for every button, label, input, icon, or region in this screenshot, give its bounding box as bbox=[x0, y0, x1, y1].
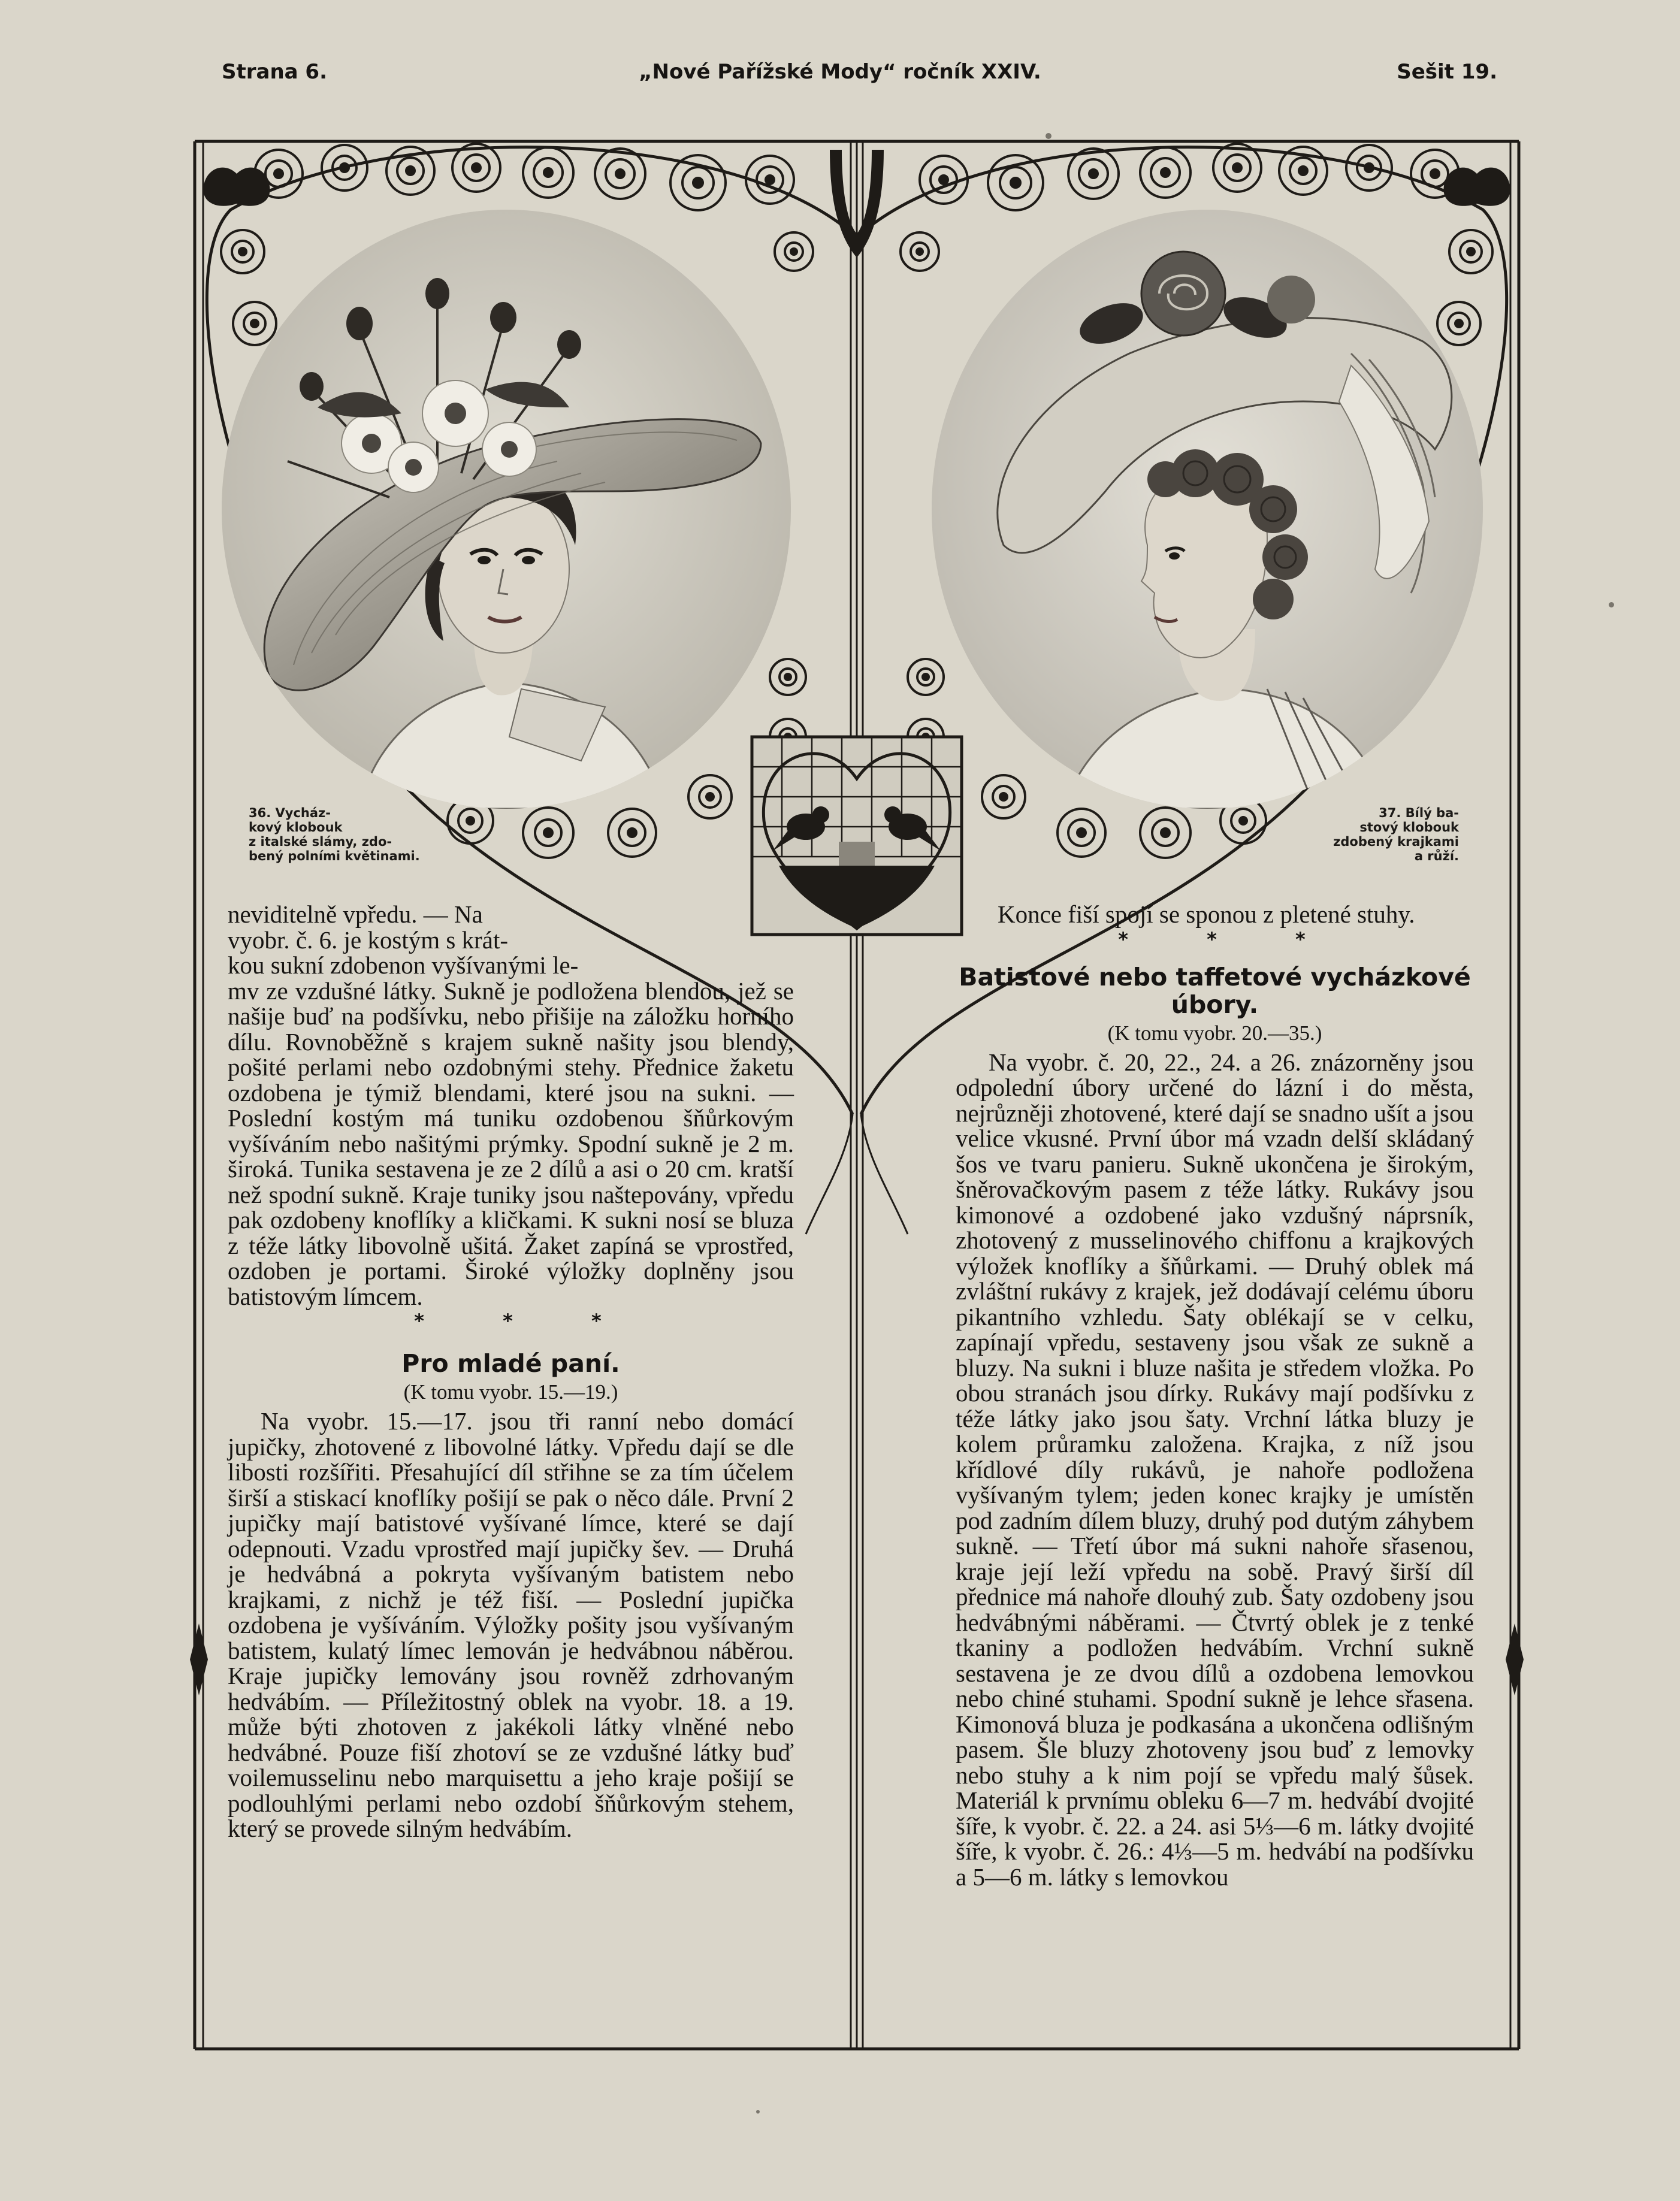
intro-paragraph: mv ze vzdušné látky. Sukně je podložena blendou, jež se našije buď na podšívku, nebo přišije na záložku horního dílu. Rovnoběžně s krajem sukně našity jsou blendy, pošité perlami nebo ozdobnými stehy. Přednice žaketu ozdobena je týmiž blendami, které jsou na sukni. — Poslední kostým má tuniku ozdobenou šňůrkovým vyšíváním nebo našitými prýmky. Spodní sukně je 2 m. široká. Tunika sestavena je ze 2 dílů a asi o 20 cm. kratší než spodní sukně. Kraje tuniky jsou naštepovány, vpředu pak ozdobeny knoflíky a kličkami. K sukni nosí se bluza z téže látky libovolně ušitá. Žaket zapíná se vprostřed, ozdoben je portami. Široké výložky doplněny jsou batistovým límcem. bbox=[228, 976, 794, 1310]
section-divider-stars: * * * bbox=[1118, 927, 1341, 951]
issue-number: Sešit 19. bbox=[1397, 60, 1497, 84]
magazine-title: „Nové Pařížské Mody“ ročník XXIV. bbox=[639, 60, 1041, 84]
woman-flower-hat-illustration bbox=[222, 210, 791, 809]
intro-paragraph: Konce fiší spojí se sponou z pletené stuhy. bbox=[998, 900, 1415, 928]
intro-line: vyobr. č. 6. je kostým s krát- bbox=[228, 926, 509, 954]
section-heading: Pro mladé paní. bbox=[401, 1349, 620, 1378]
figure-reference: (K tomu vyobr. 15.—19.) bbox=[403, 1380, 618, 1404]
scan-speck bbox=[756, 2110, 760, 2114]
portrait-left bbox=[222, 210, 791, 809]
scan-speck bbox=[1046, 133, 1051, 139]
woman-lace-hat-illustration bbox=[932, 210, 1483, 809]
caption-figure-37: 37. Bílý ba- stový klobouk zdobený krajkami a růží. bbox=[1333, 806, 1459, 863]
section-heading: Batistové nebo taffetové vycházkové úbory. bbox=[959, 962, 1471, 1019]
page-number: Strana 6. bbox=[222, 60, 328, 84]
running-header bbox=[0, 60, 1680, 96]
scan-speck bbox=[1609, 602, 1614, 607]
right-text-column bbox=[956, 902, 1474, 1889]
body-paragraph: Na vyobr. č. 20, 22., 24. a 26. znázorněny jsou odpolední úbory určené do lázní i do města, nejrůzněji zhotovené, které dají se snadno ušít a jsou velice vkusné. První úbor má vzadn delší skládaný šos ve tvaru panieru. Sukně ukončena je širokým, šněrovačkovým pasem z téže látky. Rukávy jsou kimonové a ozdobené jako vzdušný náprsník, zhotovený z musselinového chiffonu a krajkových výložek knoflíky a šňůrkami. — Druhý oblek má zvláštní rukávy z krajek, jež dodávají celému úboru pikantního vzhledu. Šaty oblékají se v celku, zapínají vpředu, sestaveny jsou však ze sukně a bluzy. Na sukni i bluze našita je středem vložka. Po obou stranách jsou dírky. Rukávy mají podšívku z téže látky jako jsou šaty. Vrchní látka bluzy je kolem průramku založena. Krajka, z níž jsou křídlové díly rukávů, je nahoře podložena vyšívaným tylem; jeden konec krajky je umístěn pod zadním dílem bluzy, druhý pod dutým záhybem sukně. — Třetí úbor má sukni nahoře sřasenou, kraje její leží vpředu na sobě. Pravý širší díl přednice má nahoře dlouhý zub. Šaty ozdobeny jsou hedvábnými náběrami. — Čtvrtý oblek je z tenké tkaniny a podložen hedvábím. Vrchní sukně sestavena je ze dvou dílů a ozdobena lemovkou nebo chiné stuhami. Spodní sukně je lehce sřasena. Kimonová bluza je podkasána a ukončena odlišným pasem. Šle bluzy zhotoveny jsou buď z lemovky nebo stuhy a k nim pojí se vpředu malý šůsek. Materiál k prvnímu obleku 6—7 m. hedvábí dvojité šíře, k vyobr. č. 22. a 24. asi 5⅓—6 m. látky dvojité šíře, k vyobr. č. 26.: 4⅓—5 m. hedvábí na podšívku a 5—6 m. látky s lemovkou bbox=[956, 1048, 1474, 1891]
figure-reference: (K tomu vyobr. 20.—35.) bbox=[1107, 1021, 1322, 1045]
intro-line: kou sukní zdobenon vyšívanými le- bbox=[228, 951, 579, 979]
portrait-right bbox=[932, 210, 1483, 809]
intro-line: neviditelně vpředu. — Na bbox=[228, 900, 483, 928]
left-text-column bbox=[228, 902, 794, 1842]
section-divider-stars: * * * bbox=[414, 1310, 637, 1332]
caption-figure-36: 36. Vycház- kový klobouk z italské slámy, zdo- bený polními květinami. bbox=[249, 806, 420, 863]
body-paragraph: Na vyobr. 15.—17. jsou tři ranní nebo domácí jupičky, zhotovené z libovolné látky. Vpředu dají se dle libosti rozšířiti. Přesahující díl střihne se za tím účelem širší a stiskací knoflíky pošijí se pak o něco dále. První 2 jupičky mají batistové vyšívané límce, které se dají odepnouti. Vzadu vprostřed mají jupičky šev. — Druhá je hedvábná a pokryta vyšívaným batistem nebo krajkami, z nichž je též fiší. — Poslední jupička ozdobena je vyšíváním. Výložky pošity jsou vyšívaným batistem, kulatý límec lemován je hedvábnou náběrou. Kraje jupičky lemovány jsou rovněž zdrhovaným hedvábím. — Příležitostný oblek na vyobr. 18. a 19. může býti zhotoven z jakékoli látky vlněné nebo hedvábné. Pouze fiší zhotoví se ze vzdušné látky buď voilemusselinu nebo marquisettu a jeho kraje pošijí se podlouhlými perlami nebo ozdobí šňůrkovým stehem, který se provede silným hedvábím. bbox=[228, 1407, 794, 1842]
